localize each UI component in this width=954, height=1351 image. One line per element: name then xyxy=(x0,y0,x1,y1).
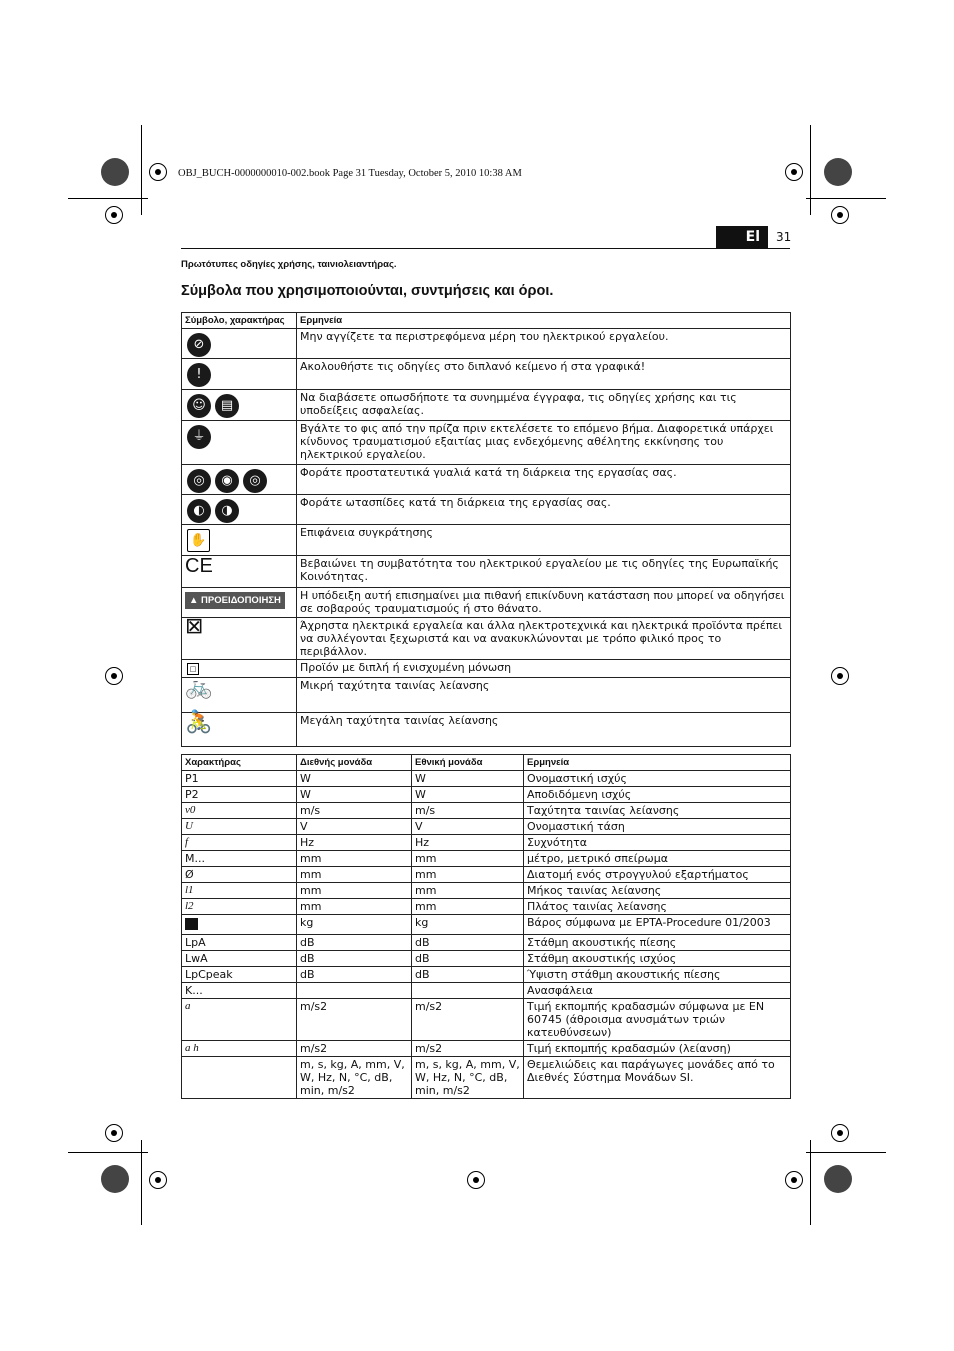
row-text: Μεγάλη ταχύτητα ταινίας λείανσης xyxy=(297,713,791,747)
face-shield-icon: ◉ xyxy=(215,469,239,493)
earplug-icon: ◐ xyxy=(187,499,211,523)
crosshair-mark xyxy=(785,163,803,181)
unit-cell: dB xyxy=(412,967,524,983)
character-cell xyxy=(182,915,297,935)
crop-line xyxy=(68,1152,148,1153)
table-row xyxy=(182,851,791,867)
table-row xyxy=(182,967,791,983)
row-text: Άχρηστα ηλεκτρικά εργαλεία και άλλα ηλεκτροτεχνικά και ηλεκτρικά προϊόντα πρέπει να συλλέγονται ξεχωριστά και να ανακυκλώνονται με τρόπο φιλικό προς το περιβάλλον. xyxy=(297,618,791,660)
crosshair-mark xyxy=(105,667,123,685)
warning-label-text: ΠΡΟΕΙΔΟΠΟΙΗΣΗ xyxy=(201,595,281,606)
weight-icon xyxy=(185,918,198,930)
row-text: Επιφάνεια συγκράτησης xyxy=(297,525,791,556)
table-row xyxy=(182,329,791,359)
ear-protection-icon: ◑ xyxy=(215,499,239,523)
units-table-body xyxy=(182,771,791,1099)
table-row xyxy=(182,465,791,495)
table-row xyxy=(182,359,791,390)
character-cell: P2 xyxy=(182,787,297,803)
unit-cell: m/s2 xyxy=(412,1041,524,1057)
table-header-row xyxy=(182,755,791,771)
document-subtitle: Πρωτότυπες οδηγίες χρήσης, ταινιολειαντήρας. xyxy=(181,259,397,270)
meaning-cell: Θεμελιώδεις και παράγωγες μονάδες από το Διεθνές Σύστημα Μονάδων SI. xyxy=(524,1057,791,1099)
meaning-cell: Ταχύτητα ταινίας λείανσης xyxy=(524,803,791,819)
character-cell: f xyxy=(182,835,297,851)
meaning-cell: Ανασφάλεια xyxy=(524,983,791,999)
table-row xyxy=(182,915,791,935)
table-row xyxy=(182,803,791,819)
row-text: Ακολουθήστε τις οδηγίες στο διπλανό κείμενο ή στα γραφικά! xyxy=(297,359,791,390)
meaning-cell: Διατομή ενός στρογγυλού εξαρτήματος xyxy=(524,867,791,883)
column-header: Χαρακτήρας xyxy=(182,755,297,771)
meaning-cell: Συχνότητα xyxy=(524,835,791,851)
meaning-cell: μέτρο, μετρικό σπείρωμα xyxy=(524,851,791,867)
table-row xyxy=(182,819,791,835)
no-touch-icon: ⊘ xyxy=(187,333,211,357)
unit-cell: dB xyxy=(297,967,412,983)
read-manual-icon: ☺ xyxy=(187,394,211,418)
row-text: Η υπόδειξη αυτή επισημαίνει μια πιθανή επικίνδυνη κατάσταση που μπορεί να οδηγήσει σε σοβαρούς τραυματισμούς ή στο θάνατο. xyxy=(297,588,791,618)
table-row xyxy=(182,421,791,465)
table-row xyxy=(182,835,791,851)
weee-bin-icon: ⊠ xyxy=(185,614,204,639)
column-header: Διεθνής μονάδα xyxy=(297,755,412,771)
crosshair-mark xyxy=(149,1171,167,1189)
unit-cell: dB xyxy=(297,951,412,967)
print-info: OBJ_BUCH-0000000010-002.book Page 31 Tuesday, October 5, 2010 10:38 AM xyxy=(178,168,522,179)
table-row xyxy=(182,983,791,999)
unplug-icon: ⏚ xyxy=(187,425,211,449)
section-title: Σύμβολα που χρησιμοποιούνται, συντμήσεις και όροι. xyxy=(181,283,554,299)
exclamation-icon: ! xyxy=(187,363,211,387)
unit-cell: mm xyxy=(297,851,412,867)
table-row xyxy=(182,883,791,899)
unit-cell: m/s2 xyxy=(412,999,524,1041)
crosshair-mark xyxy=(105,1124,123,1142)
unit-cell: W xyxy=(297,787,412,803)
registration-disc-bottom-left xyxy=(101,1165,129,1193)
table-row xyxy=(182,999,791,1041)
unit-cell: m, s, kg, A, mm, V, W, Hz, N, °C, dB, min, m/s2 xyxy=(297,1057,412,1099)
book-icon: ▤ xyxy=(215,394,239,418)
unit-cell: Hz xyxy=(297,835,412,851)
crosshair-mark xyxy=(831,206,849,224)
character-cell: a xyxy=(182,999,297,1041)
character-cell: Ø xyxy=(182,867,297,883)
unit-cell: dB xyxy=(412,951,524,967)
meaning-cell: Στάθμη ακουστικής πίεσης xyxy=(524,935,791,951)
row-text: Να διαβάσετε οπωσδήποτε τα συνημμένα έγγραφα, τις οδηγίες χρήσης και τις υποδείξεις ασφαλείας. xyxy=(297,390,791,421)
table-row xyxy=(182,951,791,967)
unit-cell: dB xyxy=(412,935,524,951)
unit-cell: mm xyxy=(297,899,412,915)
ce-mark-icon: CE xyxy=(185,555,213,577)
table-row xyxy=(182,390,791,421)
character-cell xyxy=(182,1057,297,1099)
crosshair-mark xyxy=(831,667,849,685)
meaning-cell: Βάρος σύμφωνα με EPTA-Procedure 01/2003 xyxy=(524,915,791,935)
table-row xyxy=(182,787,791,803)
unit-cell: mm xyxy=(412,883,524,899)
header-rule xyxy=(181,248,790,249)
row-text: Μικρή ταχύτητα ταινίας λείανσης xyxy=(297,678,791,713)
row-text: Φοράτε προστατευτικά γυαλιά κατά τη διάρκεια της εργασίας σας. xyxy=(297,465,791,495)
unit-cell: W xyxy=(412,787,524,803)
unit-cell: mm xyxy=(297,867,412,883)
crop-line xyxy=(806,1152,886,1153)
character-cell: a h xyxy=(182,1041,297,1057)
table-row xyxy=(182,495,791,525)
language-badge: El xyxy=(716,226,768,248)
table-row xyxy=(182,771,791,787)
table-row xyxy=(182,678,791,713)
meaning-cell: Ύψιστη στάθμη ακουστικής πίεσης xyxy=(524,967,791,983)
glasses-icon: ◎ xyxy=(243,469,267,493)
crop-line xyxy=(806,198,886,199)
row-text: Βγάλτε το φις από την πρίζα πριν εκτελέσετε το επόμενο βήμα. Διαφορετικά υπάρχει κίνδυνος τραυματισμού εξαιτίας μιας ενδεχόμενης αθέλητης εκκίνησης του ηλεκτρικού εργαλείου. xyxy=(297,421,791,465)
meaning-cell: Στάθμη ακουστικής ισχύος xyxy=(524,951,791,967)
unit-cell: Hz xyxy=(412,835,524,851)
units-table xyxy=(181,754,791,1099)
character-cell: M... xyxy=(182,851,297,867)
character-cell: LwA xyxy=(182,951,297,967)
table-row xyxy=(182,1041,791,1057)
unit-cell: m, s, kg, A, mm, V, W, Hz, N, °C, dB, min, m/s2 xyxy=(412,1057,524,1099)
character-cell: K... xyxy=(182,983,297,999)
character-cell: l2 xyxy=(182,899,297,915)
table-row xyxy=(182,525,791,556)
column-header: Ερμηνεία xyxy=(297,313,791,329)
table-row xyxy=(182,867,791,883)
column-header: Ερμηνεία xyxy=(524,755,791,771)
warning-label: ▲ ΠΡΟΕΙΔΟΠΟΙΗΣΗ xyxy=(185,592,285,609)
registration-disc-bottom-right xyxy=(824,1165,852,1193)
character-cell: U xyxy=(182,819,297,835)
unit-cell: W xyxy=(297,771,412,787)
unit-cell: m/s2 xyxy=(297,999,412,1041)
registration-disc-top-right xyxy=(824,158,852,186)
unit-cell: mm xyxy=(412,867,524,883)
page-number: 31 xyxy=(776,230,792,244)
crop-line xyxy=(68,198,148,199)
crop-line xyxy=(810,125,811,215)
row-text: Φοράτε ωτασπίδες κατά τη διάρκεια της εργασίας σας. xyxy=(297,495,791,525)
unit-cell: m/s xyxy=(297,803,412,819)
unit-cell xyxy=(297,983,412,999)
row-text: Προϊόν με διπλή ή ενισχυμένη μόνωση xyxy=(297,660,791,678)
grip-surface-icon: ✋ xyxy=(187,529,210,552)
unit-cell: dB xyxy=(297,935,412,951)
table-row xyxy=(182,713,791,747)
column-header: Σύμβολο, χαρακτήρας xyxy=(182,313,297,329)
character-cell: P1 xyxy=(182,771,297,787)
unit-cell: m/s xyxy=(412,803,524,819)
unit-cell: mm xyxy=(297,883,412,899)
table-row xyxy=(182,935,791,951)
meaning-cell: Ονομαστική ισχύς xyxy=(524,771,791,787)
meaning-cell: Μήκος ταινίας λείανσης xyxy=(524,883,791,899)
row-text: Βεβαιώνει τη συμβατότητα του ηλεκτρικού εργαλείου με τις οδηγίες της Ευρωπαϊκής Κοινότητας. xyxy=(297,556,791,588)
double-insulation-icon: □ xyxy=(187,663,199,675)
table-row xyxy=(182,588,791,618)
character-cell: LpA xyxy=(182,935,297,951)
goggles-icon: ◎ xyxy=(187,469,211,493)
unit-cell: kg xyxy=(297,915,412,935)
character-cell: v0 xyxy=(182,803,297,819)
meaning-cell: Αποδιδόμενη ισχύς xyxy=(524,787,791,803)
table-row xyxy=(182,899,791,915)
unit-cell: V xyxy=(297,819,412,835)
crop-line xyxy=(141,125,142,215)
unit-cell: mm xyxy=(412,899,524,915)
registration-disc-top-left xyxy=(101,158,129,186)
unit-cell: m/s2 xyxy=(297,1041,412,1057)
slow-cyclist-icon: 🚲 xyxy=(185,675,213,700)
meaning-cell: Ονομαστική τάση xyxy=(524,819,791,835)
crosshair-mark xyxy=(831,1124,849,1142)
character-cell: LpCpeak xyxy=(182,967,297,983)
symbols-table xyxy=(181,312,791,747)
table-header-row xyxy=(182,313,791,329)
column-header: Εθνική μονάδα xyxy=(412,755,524,771)
meaning-cell: Τιμή εκπομπής κραδασμών σύμφωνα με EN 60745 (άθροισμα ανυσμάτων τριών κατευθύνσεων) xyxy=(524,999,791,1041)
crosshair-mark xyxy=(785,1171,803,1189)
unit-cell: mm xyxy=(412,851,524,867)
crosshair-mark xyxy=(467,1171,485,1189)
table-row xyxy=(182,1057,791,1099)
meaning-cell: Τιμή εκπομπής κραδασμών (λείανση) xyxy=(524,1041,791,1057)
crosshair-mark xyxy=(105,206,123,224)
unit-cell: W xyxy=(412,771,524,787)
meaning-cell: Πλάτος ταινίας λείανσης xyxy=(524,899,791,915)
character-cell: l1 xyxy=(182,883,297,899)
table-row xyxy=(182,618,791,660)
unit-cell: kg xyxy=(412,915,524,935)
table-row xyxy=(182,556,791,588)
crosshair-mark xyxy=(149,163,167,181)
unit-cell xyxy=(412,983,524,999)
fast-cyclist-icon: 🚴 xyxy=(185,710,213,735)
table-row xyxy=(182,660,791,678)
row-text: Μην αγγίζετε τα περιστρεφόμενα μέρη του ηλεκτρικού εργαλείου. xyxy=(297,329,791,359)
unit-cell: V xyxy=(412,819,524,835)
